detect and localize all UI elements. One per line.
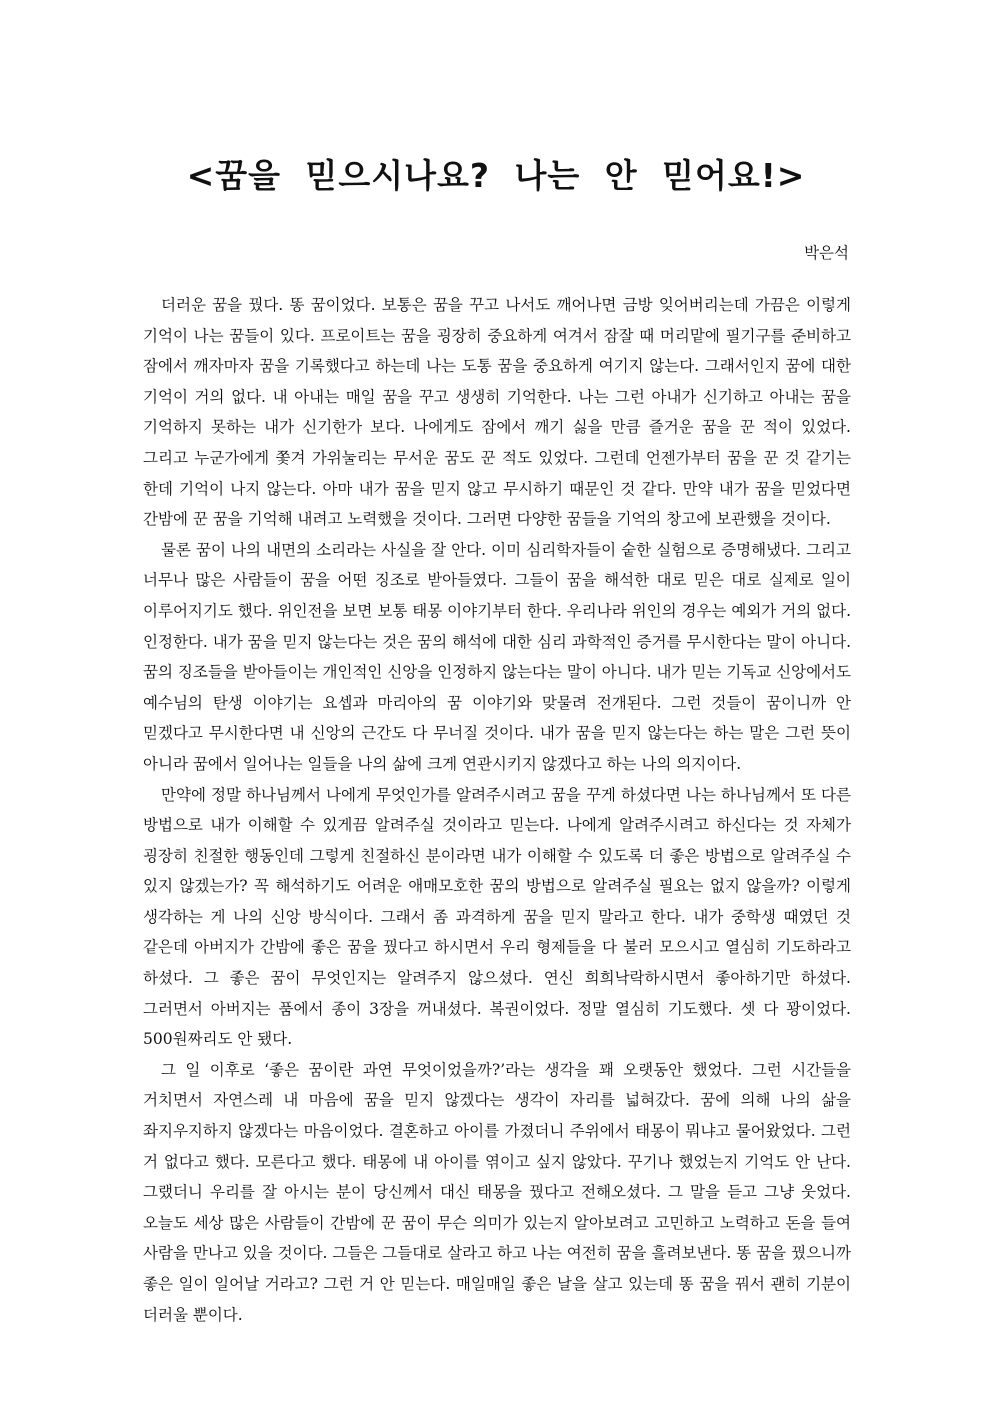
document-author: 박은석 [804,244,849,262]
document-body [143,290,851,1330]
body-paragraph: 그 일 이후로 ‘좋은 꿈이란 과연 무엇이었을까?’라는 생각을 꽤 오랫동안 했었다. 그런 시간들을 거치면서 자연스레 내 마음에 꿈을 믿지 않겠다는 생각이 자리를 넓혀갔다. 꿈에 의해 나의 삶을 좌지우지하지 않겠다는 마음이었다. 결혼하고 아이를 가졌더니 주위에서 태몽이 뭐냐고 물어왔었다. 그런 거 없다고 했다. 모른다고 했다. 태몽에 내 아이를 엮이고 싶지 않았다. 꾸기나 했었는지 기억도 안 난다. 그랬더니 우리를 잘 아시는 분이 당신께서 대신 태몽을 꿨다고 전해오셨다. 그 말을 듣고 그냥 웃었다. 오늘도 세상 많은 사람들이 간밤에 꾼 꿈이 무슨 의미가 있는지 알아보려고 고민하고 노력하고 돈을 들여 사람을 만나고 있을 것이다. 그들은 그들대로 살라고 하고 나는 여전히 꿈을 흘려보낸다. 똥 꿈을 꿨으니까 좋은 일이 일어날 거라고? 그런 거 안 믿는다. 매일매일 좋은 날을 살고 있는데 똥 꿈을 꿔서 괜히 기분이 더러울 뿐이다. [143,1060,851,1324]
body-paragraph: 만약에 정말 하나님께서 나에게 무엇인가를 알려주시려고 꿈을 꾸게 하셨다면 나는 하나님께서 또 다른 방법으로 내가 이해할 수 있게끔 알려주실 것이라고 믿는다. 나에게 알려주시려고 하신다는 것 자체가 굉장히 친절한 행동인데 그렇게 친절하신 분이라면 내가 이해할 수 있도록 더 좋은 방법으로 알려주실 수 있지 않겠는가? 꼭 해석하기도 어려운 애매모호한 꿈의 방법으로 알려주실 필요는 없지 않을까? 이렇게 생각하는 게 나의 신앙 방식이다. 그래서 좀 과격하게 꿈을 믿지 말라고 한다. 내가 중학생 때였던 것 같은데 아버지가 간밤에 좋은 꿈을 꿨다고 하시면서 우리 형제들을 다 불러 모으시고 열심히 기도하라고 하셨다. 그 좋은 꿈이 무엇인지는 알려주지 않으셨다. 연신 희희낙락하시면서 좋아하기만 하셨다. 그러면서 아버지는 품에서 종이 3장을 꺼내셨다. 복권이었다. 정말 열심히 기도했다. 셋 다 꽝이었다. 500원짜리도 안 됐다. [143,785,851,1049]
body-paragraph: 물론 꿈이 나의 내면의 소리라는 사실을 잘 안다. 이미 심리학자들이 숱한 실험으로 증명해냈다. 그리고 너무나 많은 사람들이 꿈을 어떤 징조로 받아들였다. 그들이 꿈을 해석한 대로 믿은 대로 실제로 일이 이루어지기도 했다. 위인전을 보면 보통 태몽 이야기부터 한다. 우리나라 위인의 경우는 예외가 거의 없다. 인정한다. 내가 꿈을 믿지 않는다는 것은 꿈의 해석에 대한 심리 과학적인 증거를 무시한다는 말이 아니다. 꿈의 징조들을 받아들이는 개인적인 신앙을 인정하지 않는다는 말이 아니다. 내가 믿는 기독교 신앙에서도 예수님의 탄생 이야기는 요셉과 마리아의 꿈 이야기와 맞물려 전개된다. 그런 것들이 꿈이니까 안 믿겠다고 무시한다면 내 신앙의 근간도 다 무너질 것이다. 내가 꿈을 믿지 않는다는 하는 말은 그런 뜻이 아니라 꿈에서 일어나는 일들을 나의 삶에 크게 연관시키지 않겠다고 하는 나의 의지이다. [143,540,851,773]
document-title: <꿈을 믿으시나요? 나는 안 믿어요!> [186,156,806,195]
body-paragraph: 더러운 꿈을 꿨다. 똥 꿈이었다. 보통은 꿈을 꾸고 나서도 깨어나면 금방 잊어버리는데 가끔은 이렇게 기억이 나는 꿈들이 있다. 프로이트는 꿈을 굉장히 중요하게 여겨서 잠잘 때 머리맡에 필기구를 준비하고 잠에서 깨자마자 꿈을 기록했다고 하는데 나는 도통 꿈을 중요하게 여기지 않는다. 그래서인지 꿈에 대한 기억이 거의 없다. 내 아내는 매일 꿈을 꾸고 생생히 기억한다. 나는 그런 아내가 신기하고 아내는 꿈을 기억하지 못하는 내가 신기한가 보다. 나에게도 잠에서 깨기 싫을 만큼 즐거운 꿈을 꾼 적이 있었다. 그리고 누군가에게 쫓겨 가위눌리는 무서운 꿈도 꾼 적도 있었다. 그런데 언젠가부터 꿈을 꾼 것 같기는 한데 기억이 나지 않는다. 아마 내가 꿈을 믿지 않고 무시하기 때문인 것 같다. 만약 내가 꿈을 믿었다면 간밤에 꾼 꿈을 기억해 내려고 노력했을 것이다. 그러면 다양한 꿈들을 기억의 창고에 보관했을 것이다. [143,296,851,529]
